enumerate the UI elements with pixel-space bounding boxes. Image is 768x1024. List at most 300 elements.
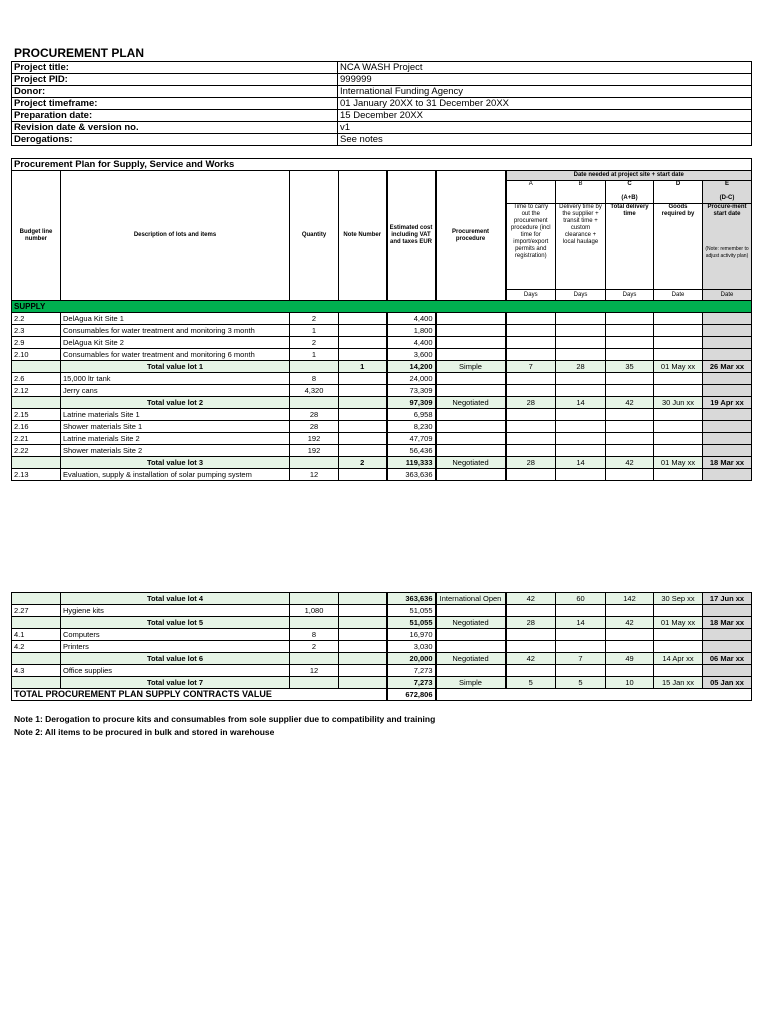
table-row <box>12 665 752 677</box>
cell-col-e <box>703 421 752 433</box>
note-1: Note 1: Derogation to procure kits and consumables from sole supplier due to compatibility and training <box>14 714 436 724</box>
cell-budget-line: 2.16 <box>12 421 61 433</box>
unit-e: Date <box>703 290 752 301</box>
cell-budget-line: 2.10 <box>12 349 61 361</box>
cell-col-d: 14 Apr xx <box>654 653 703 665</box>
cell-col-c <box>606 313 654 325</box>
cell-budget-line <box>12 593 61 605</box>
cell-procedure <box>436 469 506 481</box>
info-row <box>12 98 752 110</box>
cell-cost: 3,600 <box>387 349 436 361</box>
cell-budget-line <box>12 361 61 373</box>
cell-col-c: 10 <box>606 677 654 689</box>
grand-total-row <box>12 689 752 701</box>
total-row <box>12 677 752 689</box>
cell-col-c: 42 <box>606 457 654 469</box>
cell-col-e <box>703 641 752 653</box>
cell-description: Evaluation, supply & installation of solar pumping system <box>61 469 290 481</box>
cell-col-e <box>703 373 752 385</box>
cell-col-e: 18 Mar xx <box>703 617 752 629</box>
cell-description: Consumables for water treatment and monitoring 3 month <box>61 325 290 337</box>
cell-col-b <box>556 433 606 445</box>
cell-note-number: 1 <box>339 361 387 373</box>
cell-col-c: 42 <box>606 397 654 409</box>
cell-budget-line <box>12 617 61 629</box>
cell-col-c: 35 <box>606 361 654 373</box>
cell-col-e: 05 Jan xx <box>703 677 752 689</box>
info-label: Donor: <box>12 86 338 98</box>
cell-col-a: 5 <box>506 677 556 689</box>
cell-cost: 4,400 <box>387 313 436 325</box>
cell-col-b <box>556 409 606 421</box>
cell-col-e <box>703 349 752 361</box>
cell-description: Total value lot 2 <box>61 397 290 409</box>
cell-col-e <box>703 325 752 337</box>
section-supply: SUPPLY <box>12 301 752 313</box>
cell-col-c <box>606 629 654 641</box>
cell-col-b: 28 <box>556 361 606 373</box>
cell-col-c <box>606 641 654 653</box>
cell-cost: 47,709 <box>387 433 436 445</box>
grand-total-label: TOTAL PROCUREMENT PLAN SUPPLY CONTRACTS VALUE <box>12 689 387 701</box>
cell-quantity: 2 <box>290 641 339 653</box>
cell-col-b <box>556 629 606 641</box>
info-row <box>12 122 752 134</box>
cell-description: Computers <box>61 629 290 641</box>
cell-quantity: 2 <box>290 337 339 349</box>
info-value: 01 January 20XX to 31 December 20XX <box>338 98 752 110</box>
cell-cost: 97,309 <box>387 397 436 409</box>
cell-quantity <box>290 653 339 665</box>
info-label: Project PID: <box>12 74 338 86</box>
cell-note-number <box>339 409 387 421</box>
cell-quantity: 8 <box>290 373 339 385</box>
cell-budget-line: 2.27 <box>12 605 61 617</box>
cell-note-number <box>339 653 387 665</box>
cell-col-a: 28 <box>506 617 556 629</box>
table-row <box>12 445 752 457</box>
cell-budget-line: 4.2 <box>12 641 61 653</box>
cell-col-e <box>703 433 752 445</box>
cell-cost: 56,436 <box>387 445 436 457</box>
cell-procedure: Negotiated <box>436 457 506 469</box>
cell-col-b: 14 <box>556 397 606 409</box>
cell-description: Hygiene kits <box>61 605 290 617</box>
info-label: Project timeframe: <box>12 98 338 110</box>
cell-col-d <box>654 337 703 349</box>
cell-col-c: 42 <box>606 617 654 629</box>
cell-procedure <box>436 629 506 641</box>
cell-budget-line: 2.22 <box>12 445 61 457</box>
table-row <box>12 469 752 481</box>
cell-quantity: 28 <box>290 409 339 421</box>
cell-procedure: Simple <box>436 361 506 373</box>
unit-b: Days <box>556 290 606 301</box>
cell-quantity <box>290 617 339 629</box>
cell-col-b <box>556 325 606 337</box>
cell-col-a <box>506 433 556 445</box>
cell-col-a: 42 <box>506 653 556 665</box>
header-procedure: Procurement procedure <box>436 171 506 301</box>
cell-col-b <box>556 445 606 457</box>
info-row <box>12 62 752 74</box>
cell-col-e <box>703 337 752 349</box>
cell-col-b: 60 <box>556 593 606 605</box>
cell-col-c <box>606 337 654 349</box>
cell-col-a <box>506 373 556 385</box>
cell-col-d <box>654 433 703 445</box>
table-row <box>12 349 752 361</box>
info-value: International Funding Agency <box>338 86 752 98</box>
cell-quantity <box>290 397 339 409</box>
cell-note-number <box>339 641 387 653</box>
cell-quantity: 1 <box>290 325 339 337</box>
cell-cost: 51,055 <box>387 605 436 617</box>
cell-cost: 24,000 <box>387 373 436 385</box>
cell-procedure <box>436 605 506 617</box>
cell-budget-line: 2.3 <box>12 325 61 337</box>
cell-budget-line <box>12 457 61 469</box>
cell-cost: 4,400 <box>387 337 436 349</box>
cell-description: Latrine materials Site 2 <box>61 433 290 445</box>
cell-cost: 14,200 <box>387 361 436 373</box>
cell-budget-line: 2.13 <box>12 469 61 481</box>
cell-col-d <box>654 349 703 361</box>
table-row <box>12 605 752 617</box>
header-d-desc: Goods required by <box>654 204 703 290</box>
cell-quantity: 192 <box>290 433 339 445</box>
header-col-d: D <box>654 181 703 204</box>
cell-col-b <box>556 349 606 361</box>
project-info-table <box>11 61 752 146</box>
cell-col-b <box>556 421 606 433</box>
cell-budget-line <box>12 677 61 689</box>
cell-description: Total value lot 6 <box>61 653 290 665</box>
cell-col-d <box>654 373 703 385</box>
cell-col-a <box>506 665 556 677</box>
cell-col-c <box>606 385 654 397</box>
cell-note-number <box>339 337 387 349</box>
cell-cost: 1,800 <box>387 325 436 337</box>
cell-col-d <box>654 641 703 653</box>
cell-col-c <box>606 605 654 617</box>
cell-budget-line: 4.3 <box>12 665 61 677</box>
cell-budget-line <box>12 397 61 409</box>
cell-col-d <box>654 629 703 641</box>
cell-quantity: 12 <box>290 469 339 481</box>
cell-col-a <box>506 337 556 349</box>
cell-col-c <box>606 409 654 421</box>
cell-col-a <box>506 409 556 421</box>
cell-col-a: 28 <box>506 397 556 409</box>
cell-col-d <box>654 385 703 397</box>
cell-col-b <box>556 313 606 325</box>
cell-note-number <box>339 665 387 677</box>
cell-col-e <box>703 665 752 677</box>
note-2: Note 2: All items to be procured in bulk and stored in warehouse <box>14 727 275 737</box>
cell-col-a <box>506 629 556 641</box>
info-label: Project title: <box>12 62 338 74</box>
header-c-desc: Total delivery time <box>606 204 654 290</box>
cell-procedure <box>436 337 506 349</box>
cell-col-d: 01 May xx <box>654 617 703 629</box>
cell-col-b: 14 <box>556 617 606 629</box>
cell-description: Latrine materials Site 1 <box>61 409 290 421</box>
cell-description: Shower materials Site 1 <box>61 421 290 433</box>
cell-col-d <box>654 445 703 457</box>
cell-procedure: Negotiated <box>436 653 506 665</box>
cell-note-number <box>339 349 387 361</box>
unit-c: Days <box>606 290 654 301</box>
cell-col-d: 01 May xx <box>654 457 703 469</box>
cell-col-a <box>506 421 556 433</box>
cell-quantity <box>290 677 339 689</box>
cell-cost: 363,636 <box>387 593 436 605</box>
cell-note-number <box>339 325 387 337</box>
cell-procedure: International Open <box>436 593 506 605</box>
info-value: v1 <box>338 122 752 134</box>
cell-cost: 20,000 <box>387 653 436 665</box>
procurement-plan-table <box>11 158 752 481</box>
cell-note-number <box>339 385 387 397</box>
cell-description: Total value lot 1 <box>61 361 290 373</box>
header-quantity: Quantity <box>290 171 339 301</box>
cell-col-e: 06 Mar xx <box>703 653 752 665</box>
cell-budget-line: 2.12 <box>12 385 61 397</box>
cell-quantity: 2 <box>290 313 339 325</box>
header-description: Description of lots and items <box>61 171 290 301</box>
cell-procedure <box>436 385 506 397</box>
cell-budget-line: 2.6 <box>12 373 61 385</box>
header-a-desc: Time to carry out the procurement procedure (incl time for import/export permits and registration) <box>506 204 556 290</box>
cell-description: Office supplies <box>61 665 290 677</box>
cell-procedure <box>436 433 506 445</box>
cell-description: Shower materials Site 2 <box>61 445 290 457</box>
cell-note-number <box>339 445 387 457</box>
cell-col-e <box>703 313 752 325</box>
info-row <box>12 134 752 146</box>
table-row <box>12 373 752 385</box>
cell-description: Jerry cans <box>61 385 290 397</box>
header-col-e: E (D-C) <box>703 181 752 204</box>
cell-col-e <box>703 385 752 397</box>
cell-description: DelAgua Kit Site 1 <box>61 313 290 325</box>
cell-col-d <box>654 409 703 421</box>
cell-quantity: 1 <box>290 349 339 361</box>
cell-col-b <box>556 385 606 397</box>
cell-cost: 363,636 <box>387 469 436 481</box>
cell-col-d <box>654 469 703 481</box>
cell-procedure <box>436 409 506 421</box>
cell-cost: 7,273 <box>387 665 436 677</box>
cell-budget-line: 2.21 <box>12 433 61 445</box>
cell-col-a <box>506 325 556 337</box>
cell-quantity: 192 <box>290 445 339 457</box>
table-row <box>12 337 752 349</box>
cell-col-c <box>606 665 654 677</box>
cell-note-number <box>339 593 387 605</box>
info-label: Preparation date: <box>12 110 338 122</box>
cell-col-a <box>506 313 556 325</box>
header-budget-line: Budget line number <box>12 171 61 301</box>
cell-col-d: 30 Jun xx <box>654 397 703 409</box>
cell-description: Total value lot 4 <box>61 593 290 605</box>
cell-col-c <box>606 349 654 361</box>
header-cost: Estimated cost including VAT and taxes EUR <box>387 171 436 301</box>
info-value: See notes <box>338 134 752 146</box>
cell-col-c <box>606 421 654 433</box>
total-row <box>12 653 752 665</box>
cell-col-b <box>556 605 606 617</box>
info-row <box>12 110 752 122</box>
cell-quantity: 4,320 <box>290 385 339 397</box>
cell-description: 15,000 ltr tank <box>61 373 290 385</box>
cell-description: Total value lot 3 <box>61 457 290 469</box>
info-value: 15 December 20XX <box>338 110 752 122</box>
grand-total-value: 672,806 <box>387 689 436 701</box>
info-label: Derogations: <box>12 134 338 146</box>
cell-col-e <box>703 409 752 421</box>
cell-description: DelAgua Kit Site 2 <box>61 337 290 349</box>
cell-col-b <box>556 665 606 677</box>
cell-budget-line: 2.9 <box>12 337 61 349</box>
cell-col-e <box>703 629 752 641</box>
cell-description: Total value lot 5 <box>61 617 290 629</box>
cell-procedure <box>436 665 506 677</box>
cell-quantity: 1,080 <box>290 605 339 617</box>
cell-procedure <box>436 325 506 337</box>
cell-col-e: 17 Jun xx <box>703 593 752 605</box>
cell-quantity <box>290 361 339 373</box>
cell-col-d <box>654 665 703 677</box>
cell-procedure: Negotiated <box>436 617 506 629</box>
cell-quantity: 28 <box>290 421 339 433</box>
cell-note-number <box>339 373 387 385</box>
cell-col-b <box>556 337 606 349</box>
cell-description: Consumables for water treatment and monitoring 6 month <box>61 349 290 361</box>
cell-note-number <box>339 469 387 481</box>
cell-budget-line <box>12 653 61 665</box>
cell-note-number <box>339 313 387 325</box>
cell-col-d: 30 Sep xx <box>654 593 703 605</box>
header-col-b: B <box>556 181 606 204</box>
cell-cost: 3,030 <box>387 641 436 653</box>
cell-col-b: 14 <box>556 457 606 469</box>
table-row <box>12 409 752 421</box>
cell-budget-line: 2.2 <box>12 313 61 325</box>
page-title: PROCUREMENT PLAN <box>14 46 145 60</box>
cell-cost: 119,333 <box>387 457 436 469</box>
cell-col-a <box>506 469 556 481</box>
cell-cost: 7,273 <box>387 677 436 689</box>
cell-col-e <box>703 605 752 617</box>
cell-col-a: 28 <box>506 457 556 469</box>
cell-col-c: 49 <box>606 653 654 665</box>
table-row <box>12 385 752 397</box>
cell-col-c <box>606 433 654 445</box>
total-row <box>12 457 752 469</box>
cell-col-c <box>606 373 654 385</box>
cell-col-a: 42 <box>506 593 556 605</box>
cell-col-a: 7 <box>506 361 556 373</box>
cell-note-number <box>339 433 387 445</box>
cell-cost: 16,970 <box>387 629 436 641</box>
cell-col-b <box>556 469 606 481</box>
table-row <box>12 433 752 445</box>
cell-description: Total value lot 7 <box>61 677 290 689</box>
cell-cost: 51,055 <box>387 617 436 629</box>
cell-note-number <box>339 397 387 409</box>
cell-procedure: Simple <box>436 677 506 689</box>
cell-budget-line: 2.15 <box>12 409 61 421</box>
info-row <box>12 74 752 86</box>
cell-col-e: 18 Mar xx <box>703 457 752 469</box>
info-label: Revision date & version no. <box>12 122 338 134</box>
total-row <box>12 361 752 373</box>
header-col-c: C (A+B) <box>606 181 654 204</box>
cell-col-e <box>703 469 752 481</box>
header-date-group: Date needed at project site + start date <box>506 171 752 181</box>
cell-procedure <box>436 313 506 325</box>
cell-col-a <box>506 605 556 617</box>
header-e-desc: Procure-ment start date (Note: remember to adjust activity plan) <box>703 204 752 290</box>
cell-procedure <box>436 373 506 385</box>
cell-note-number <box>339 605 387 617</box>
info-value: 999999 <box>338 74 752 86</box>
cell-col-e: 19 Apr xx <box>703 397 752 409</box>
cell-cost: 8,230 <box>387 421 436 433</box>
cell-procedure: Negotiated <box>436 397 506 409</box>
cell-cost: 73,309 <box>387 385 436 397</box>
unit-a: Days <box>506 290 556 301</box>
cell-procedure <box>436 421 506 433</box>
table-row <box>12 629 752 641</box>
cell-procedure <box>436 445 506 457</box>
cell-budget-line: 4.1 <box>12 629 61 641</box>
cell-description: Printers <box>61 641 290 653</box>
cell-col-d: 15 Jan xx <box>654 677 703 689</box>
cell-col-d <box>654 605 703 617</box>
cell-col-b <box>556 641 606 653</box>
cell-note-number: 2 <box>339 457 387 469</box>
total-row <box>12 617 752 629</box>
cell-col-c <box>606 445 654 457</box>
cell-quantity: 8 <box>290 629 339 641</box>
header-b-desc: Delivery time by the supplier + transit time + custom clearance + local haulage <box>556 204 606 290</box>
total-row <box>12 593 752 605</box>
cell-col-d <box>654 313 703 325</box>
cell-col-c: 142 <box>606 593 654 605</box>
info-row <box>12 86 752 98</box>
cell-note-number <box>339 629 387 641</box>
table-row <box>12 421 752 433</box>
cell-col-b: 7 <box>556 653 606 665</box>
cell-col-a <box>506 385 556 397</box>
cell-col-b: 5 <box>556 677 606 689</box>
plan-title: Procurement Plan for Supply, Service and Works <box>12 159 752 171</box>
cell-col-c <box>606 469 654 481</box>
cell-note-number <box>339 421 387 433</box>
total-row <box>12 397 752 409</box>
cell-procedure <box>436 641 506 653</box>
procurement-plan-table-continued <box>11 592 752 701</box>
unit-d: Date <box>654 290 703 301</box>
grand-total-blank <box>436 689 752 701</box>
info-value: NCA WASH Project <box>338 62 752 74</box>
cell-col-e: 26 Mar xx <box>703 361 752 373</box>
header-col-a: A <box>506 181 556 204</box>
cell-col-a <box>506 349 556 361</box>
